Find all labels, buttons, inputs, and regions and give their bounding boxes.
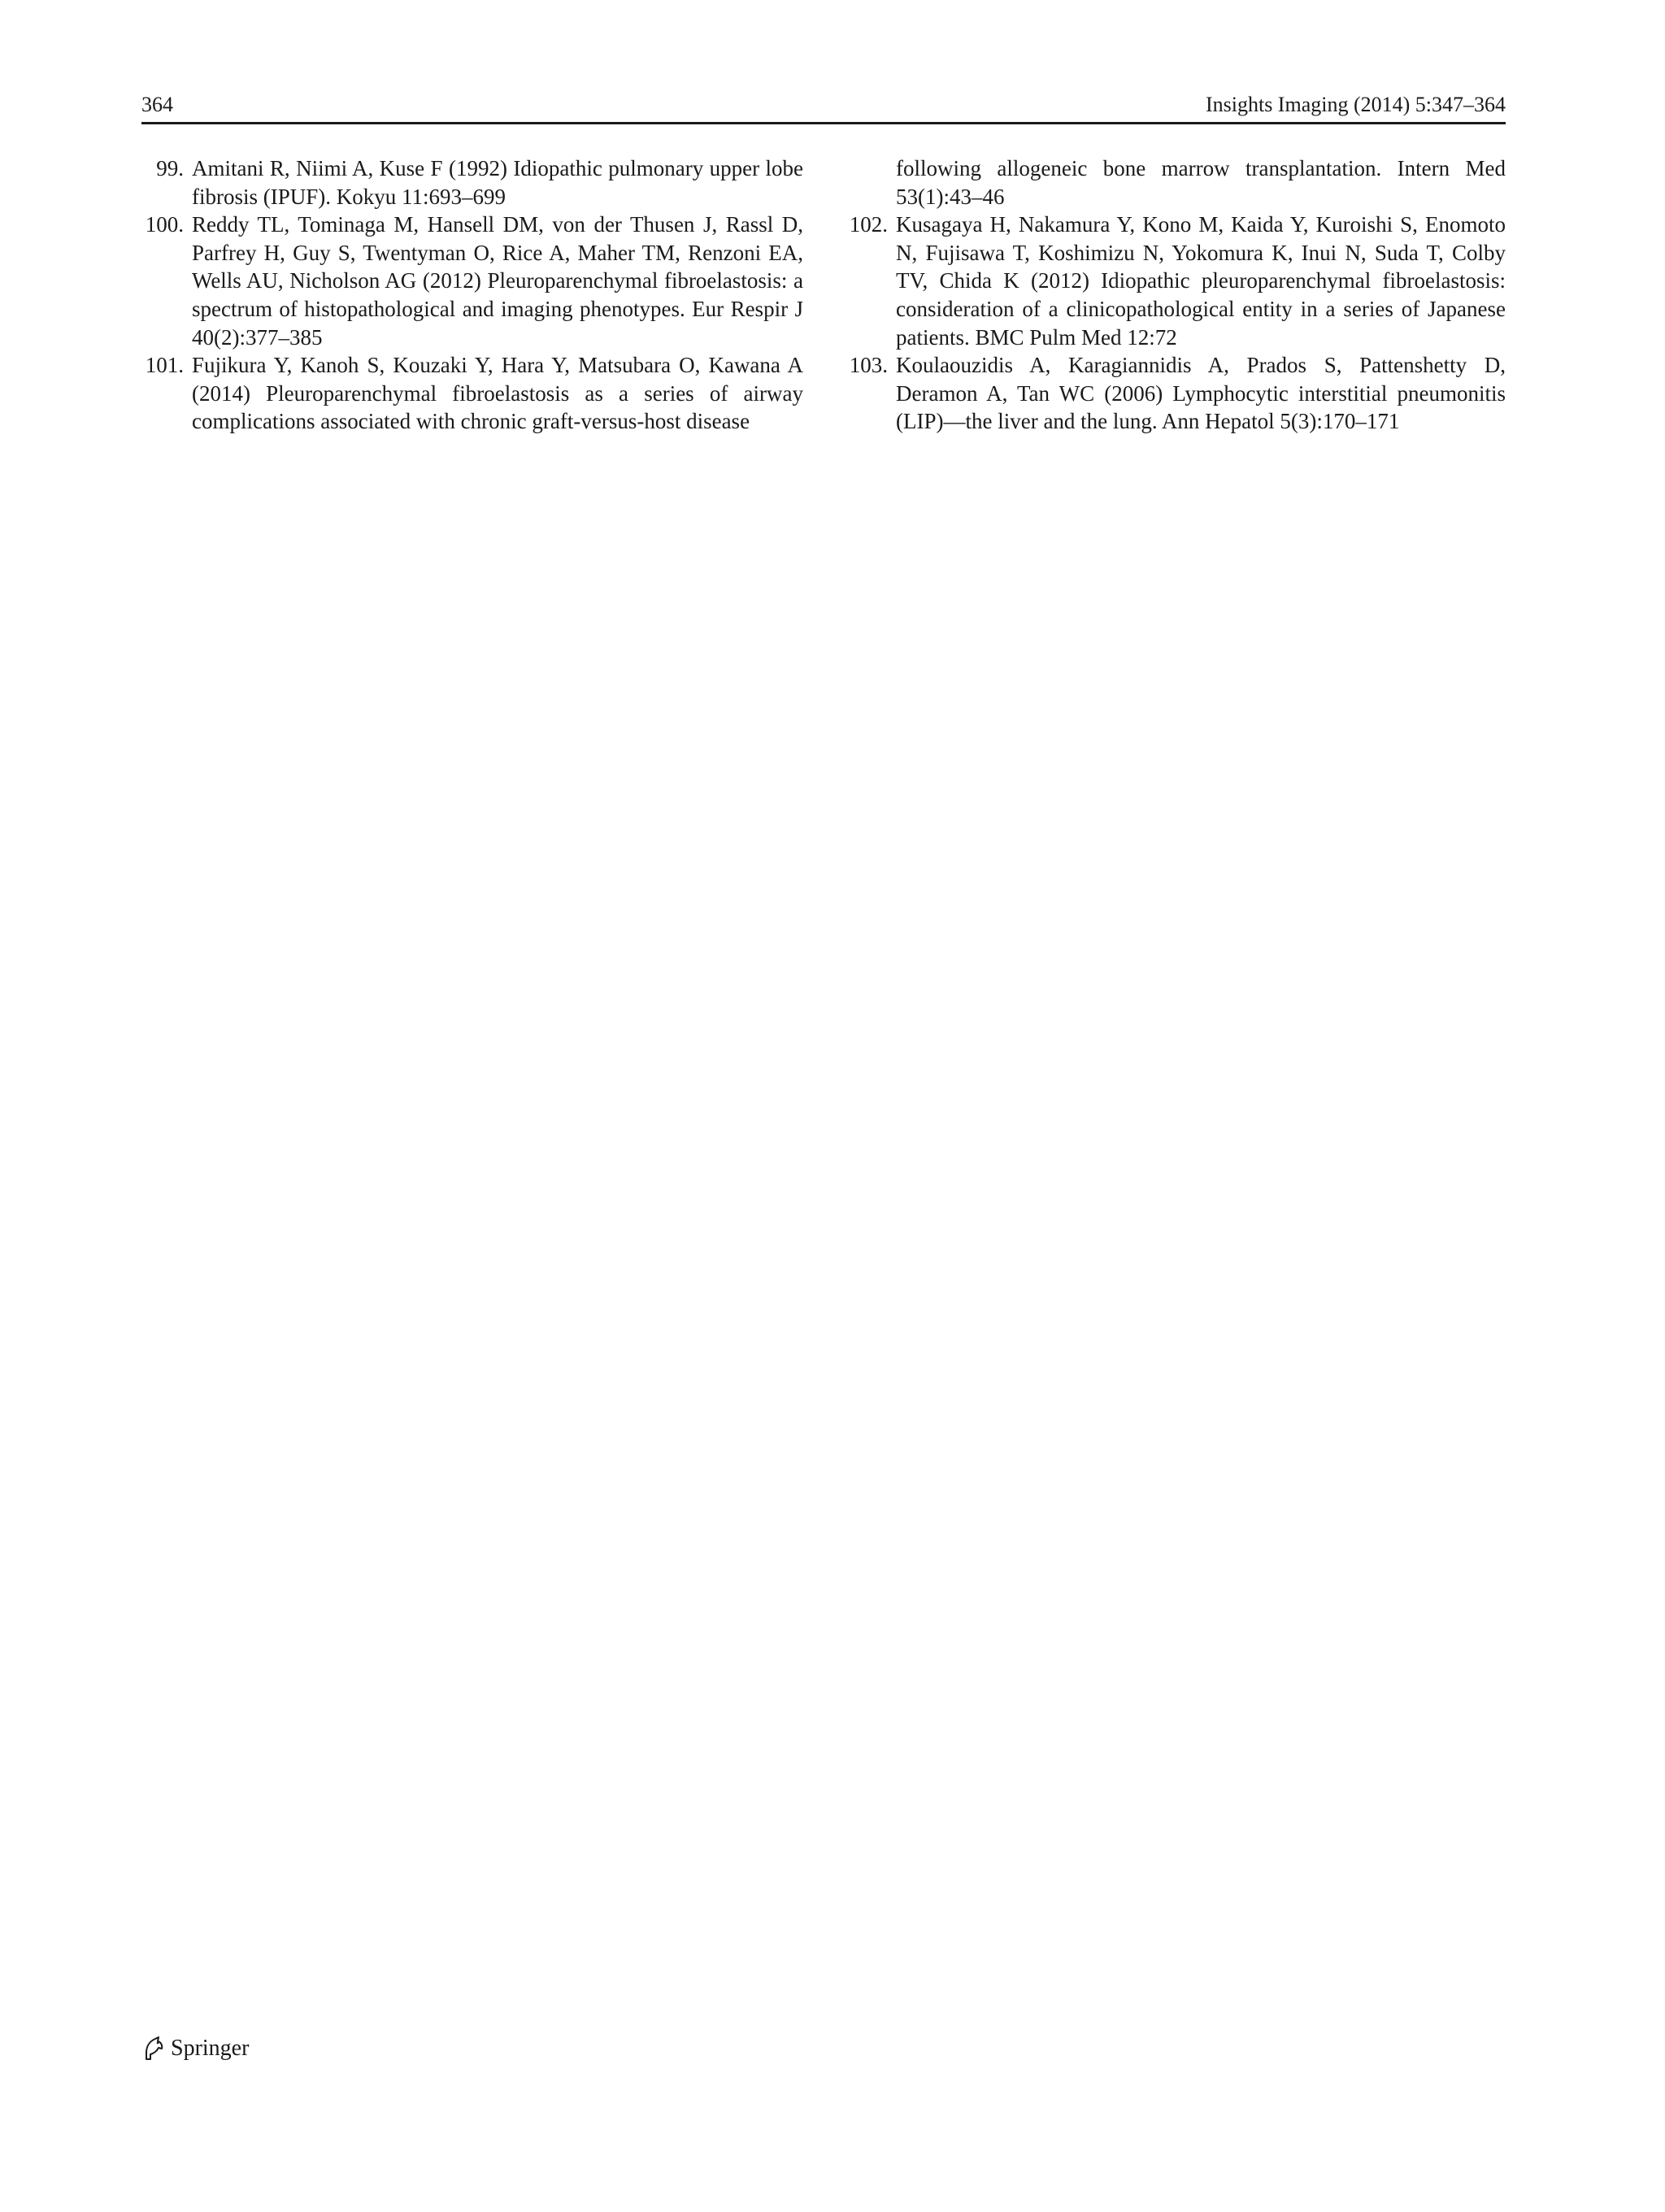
reference-text: Reddy TL, Tominaga M, Hansell DM, von der Thusen J, Rassl D, Parfrey H, Guy S, Twentyman O, Rice A, Maher TM, Renzoni EA, Wells AU, Nicholson AG (2012) Pleuroparenchymal fibroelastosis: a spectrum of histopathological and imaging phenotypes. Eur Respir J 40(2):377–385	[192, 212, 803, 350]
reference-item	[846, 211, 1506, 351]
reference-item	[141, 154, 803, 211]
reference-item	[141, 351, 803, 436]
reference-number: 99.	[156, 156, 184, 180]
reference-text: Kusagaya H, Nakamura Y, Kono M, Kaida Y, Kuroishi S, Enomoto N, Fujisawa T, Koshimizu N, Yokomura K, Inui N, Suda T, Colby TV, Chida K (2012) Idiopathic pleuroparenchymal fibroelastosis: consideration of a clinicopathological entity in a series of Japanese patients. BMC Pulm Med 12:72	[896, 212, 1506, 350]
reference-item	[141, 211, 803, 351]
reference-column-right	[846, 154, 1506, 436]
reference-item-continued	[846, 154, 1506, 211]
reference-text: Koulaouzidis A, Karagiannidis A, Prados S, Pattenshetty D, Deramon A, Tan WC (2006) Lymphocytic interstitial pneumonitis (LIP)—the liver and the lung. Ann Hepatol 5(3):170–171	[896, 353, 1506, 434]
reference-column-left	[141, 154, 803, 436]
reference-number: 101.	[145, 353, 184, 378]
reference-text: Fujikura Y, Kanoh S, Kouzaki Y, Hara Y, Matsubara O, Kawana A (2014) Pleuroparenchymal fibroelastosis as a series of airway complications associated with chronic graft-versus-host disease	[192, 353, 803, 434]
reference-text: Amitani R, Niimi A, Kuse F (1992) Idiopathic pulmonary upper lobe fibrosis (IPUF). Kokyu 11:693–699	[192, 156, 803, 209]
running-header	[141, 88, 1506, 122]
reference-number: 103.	[849, 353, 888, 378]
publisher-name: Springer	[171, 2036, 250, 2061]
reference-text: following allogeneic bone marrow transplantation. Intern Med 53(1):43–46	[896, 156, 1506, 209]
springer-horse-icon	[141, 2035, 166, 2062]
header-rule	[141, 122, 1506, 124]
reference-number: 100.	[145, 212, 184, 237]
reference-item	[846, 351, 1506, 436]
reference-number: 102.	[849, 212, 888, 237]
page-number: 364	[141, 93, 173, 116]
publisher-footer	[141, 2032, 249, 2065]
journal-citation: Insights Imaging (2014) 5:347–364	[1205, 93, 1506, 116]
